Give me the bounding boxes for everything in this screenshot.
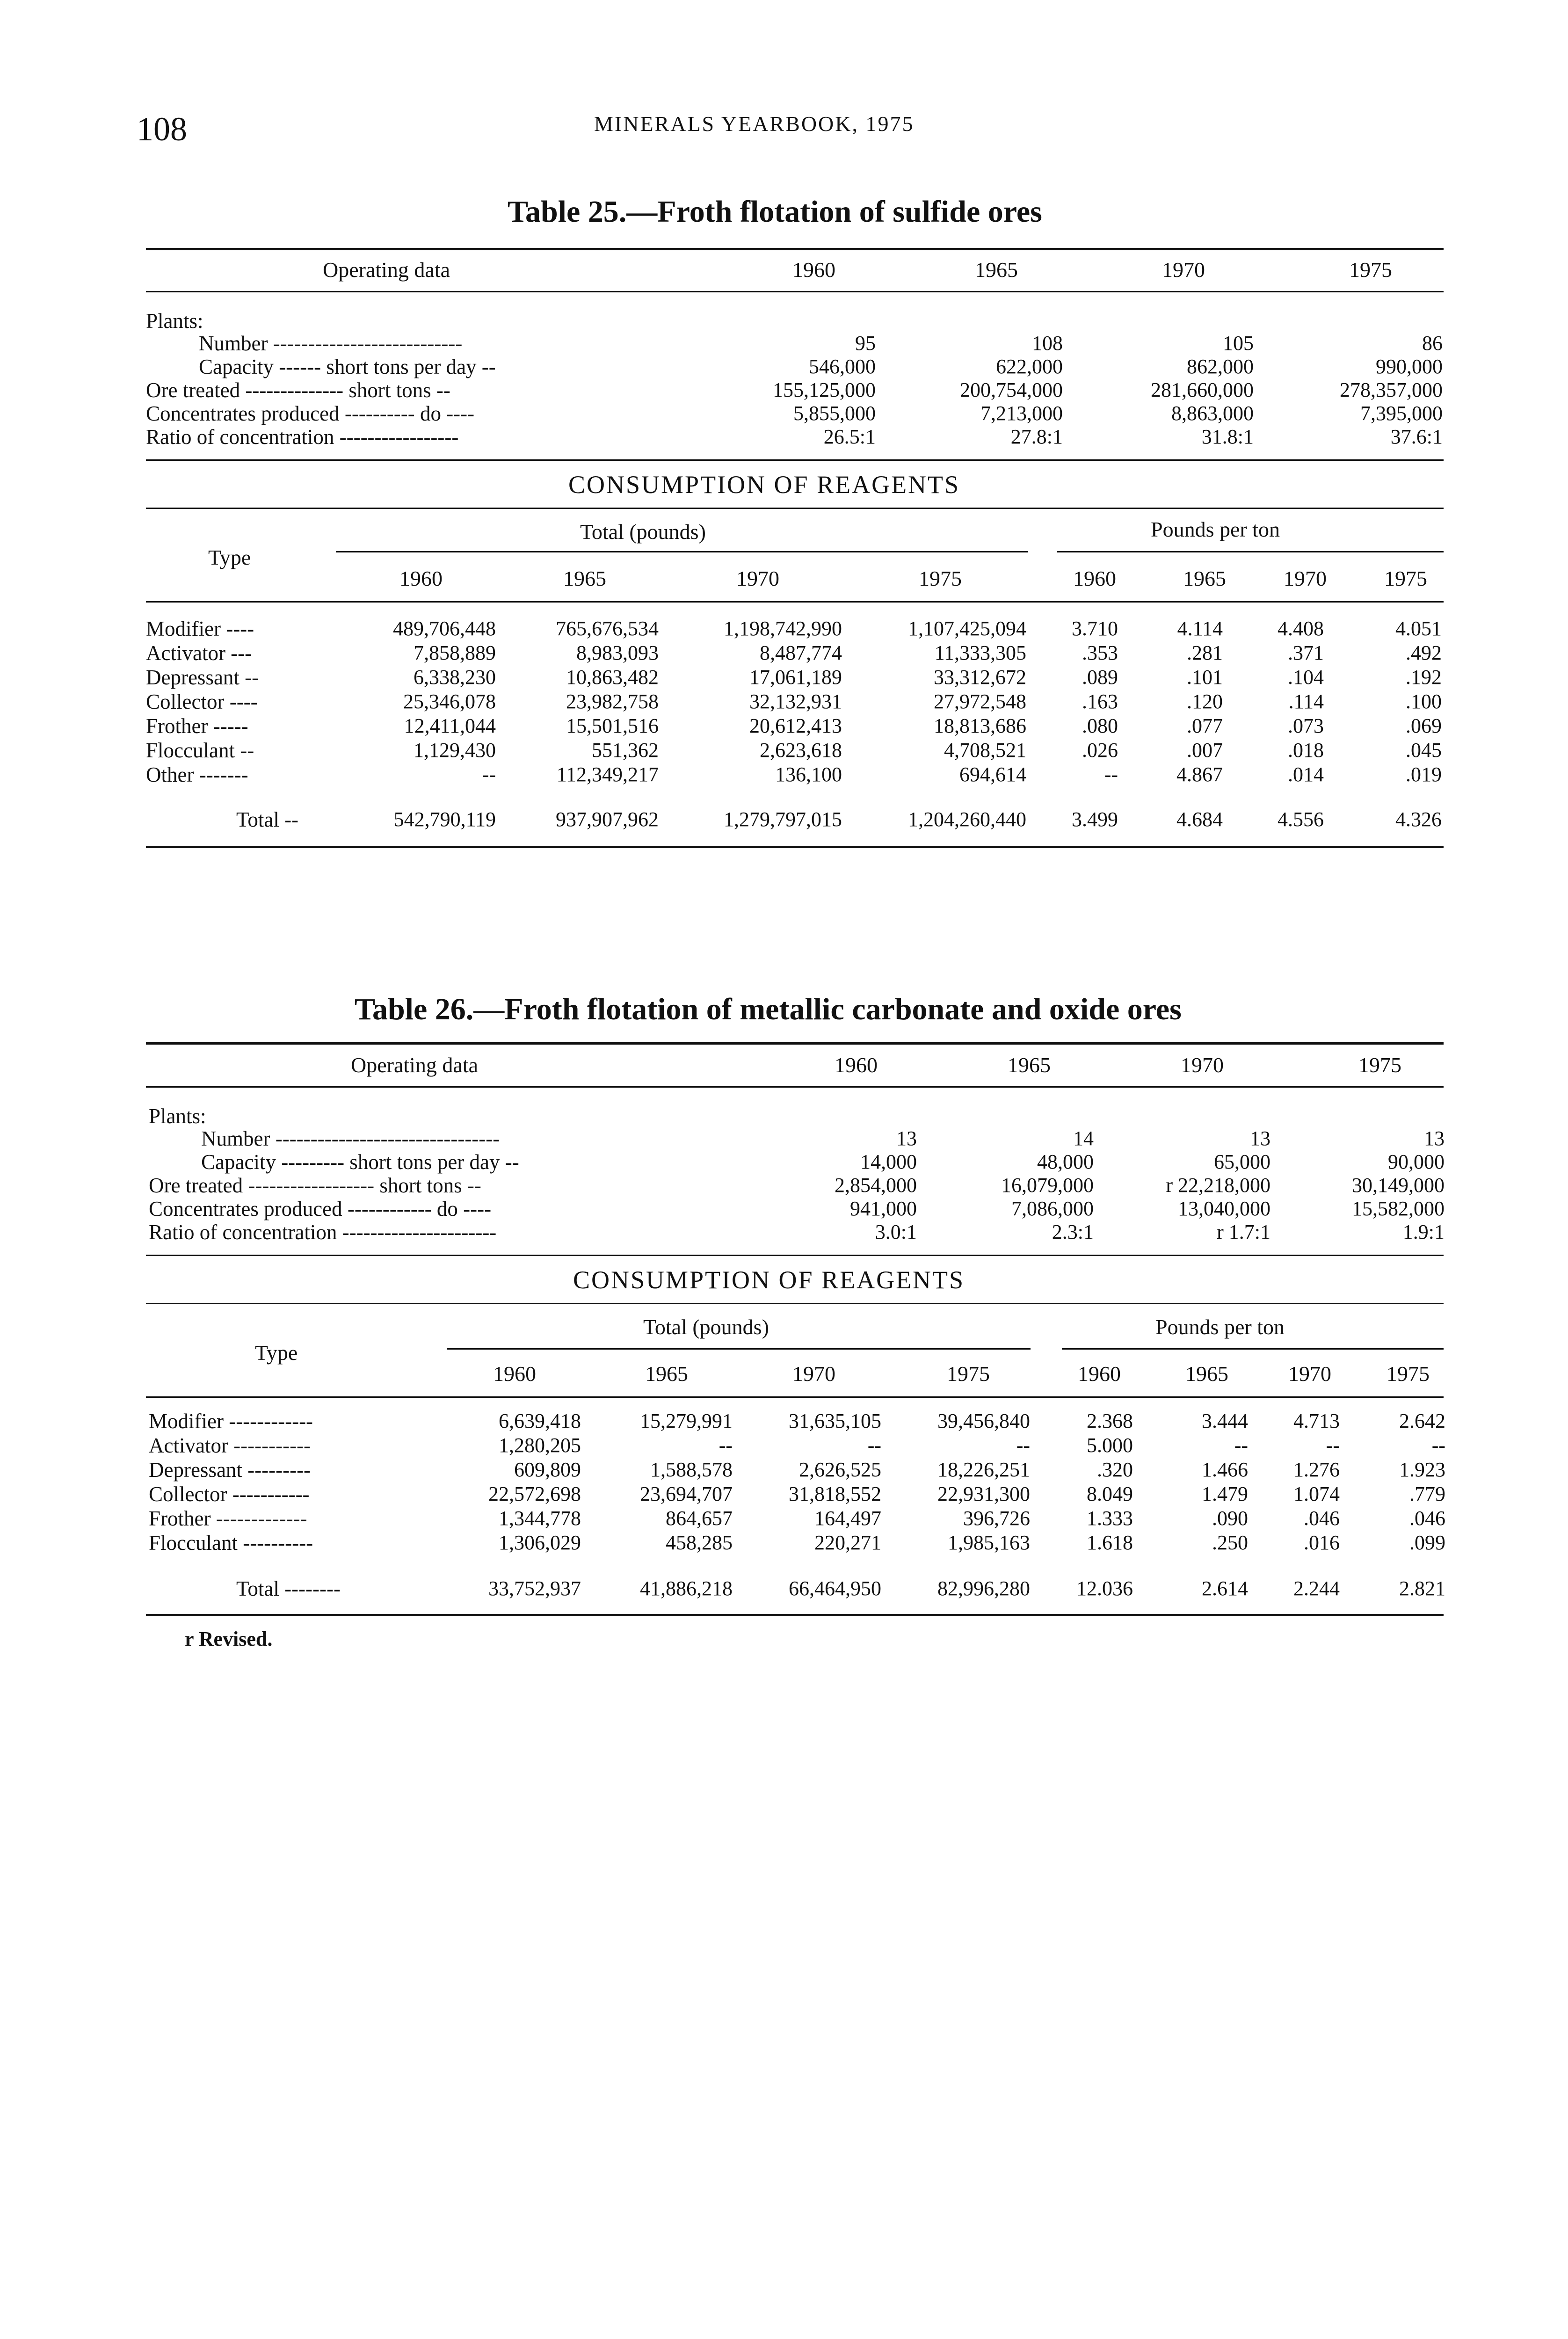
row-label: Concentrates produced ------------ do ---- <box>149 1197 492 1220</box>
cell: 7,395,000 <box>1360 402 1443 425</box>
row-label: Frother ----- <box>146 714 248 738</box>
cell: 281,660,000 <box>1151 378 1254 401</box>
cell: .069 <box>1406 714 1442 737</box>
table25-perton-year: 1975 <box>1384 567 1427 590</box>
cell: 31.8:1 <box>1201 425 1254 448</box>
table26-total-year: 1960 <box>493 1362 536 1386</box>
cell: 112,349,217 <box>556 763 659 786</box>
cell: 4.556 <box>1278 808 1324 831</box>
cell: 1,204,260,440 <box>908 808 1026 831</box>
table-row <box>0 1482 1568 1507</box>
cell: 622,000 <box>996 355 1063 378</box>
table26-year-1960: 1960 <box>835 1053 878 1077</box>
table26-header-rule <box>146 1086 1444 1088</box>
cell: 22,572,698 <box>488 1482 581 1505</box>
cell: 14 <box>1073 1127 1094 1150</box>
row-label: Ratio of concentration ----------------- <box>146 425 459 449</box>
table-row <box>0 1173 1568 1199</box>
cell: 27,972,548 <box>934 690 1026 713</box>
table25-operating-bottom-rule <box>146 459 1444 461</box>
cell: 8.049 <box>1087 1482 1133 1505</box>
row-label: Number -------------------------------- <box>201 1127 500 1150</box>
cell: 136,100 <box>775 763 842 786</box>
cell: 4.326 <box>1395 808 1442 831</box>
cell: 3.444 <box>1202 1409 1248 1432</box>
cell: 1.466 <box>1202 1458 1248 1481</box>
table26-consumption-title: CONSUMPTION OF REAGENTS <box>573 1266 965 1294</box>
row-label: Flocculant -- <box>146 739 254 762</box>
table-row <box>0 690 1568 715</box>
cell: 8,863,000 <box>1171 402 1254 425</box>
table-row <box>0 1458 1568 1483</box>
cell: 65,000 <box>1214 1150 1270 1173</box>
row-label: Modifier ---- <box>146 617 254 640</box>
table26-title: Table 26.—Froth flotation of metallic carbonate and oxide ores <box>355 992 1182 1026</box>
cell: 1,107,425,094 <box>908 617 1026 640</box>
cell: 15,279,991 <box>640 1409 733 1432</box>
cell: 937,907,962 <box>556 808 659 831</box>
table-total-row <box>0 1576 1568 1602</box>
table26-perton-year: 1960 <box>1078 1362 1121 1386</box>
cell: 551,362 <box>592 739 659 762</box>
cell: 990,000 <box>1376 355 1443 378</box>
table26-perton-header: Pounds per ton <box>1155 1315 1285 1339</box>
cell: 41,886,218 <box>640 1577 733 1600</box>
cell: 14,000 <box>860 1150 917 1173</box>
table25-year-1965: 1965 <box>975 258 1018 282</box>
cell: -- <box>719 1434 733 1457</box>
cell: 609,809 <box>514 1458 581 1481</box>
cell: .281 <box>1187 641 1223 664</box>
cell: 2.642 <box>1399 1409 1445 1432</box>
cell: 5,855,000 <box>793 402 876 425</box>
table26-year-1970: 1970 <box>1181 1053 1224 1077</box>
table25-total-header: Total (pounds) <box>580 520 706 544</box>
cell: 22,931,300 <box>937 1482 1030 1505</box>
cell: 108 <box>1032 332 1063 355</box>
row-label: Activator --- <box>146 641 252 665</box>
table25-reagent-header-rule <box>146 601 1444 603</box>
row-label: Frother ------------- <box>149 1507 307 1530</box>
cell: 1,280,205 <box>499 1434 581 1457</box>
table25-total-subrule <box>336 551 1028 552</box>
cell: 31,635,105 <box>789 1409 881 1432</box>
cell: 17,061,189 <box>749 666 842 689</box>
cell: 48,000 <box>1037 1150 1094 1173</box>
cell: 16,079,000 <box>1001 1174 1094 1197</box>
row-label: Depressant --------- <box>149 1458 311 1482</box>
cell: .104 <box>1288 666 1324 689</box>
cell: 4.867 <box>1176 763 1223 786</box>
cell: 1.923 <box>1399 1458 1445 1481</box>
cell: 66,464,950 <box>789 1577 881 1600</box>
cell: 3.710 <box>1072 617 1118 640</box>
cell: .016 <box>1304 1531 1340 1554</box>
cell: 941,000 <box>850 1197 917 1220</box>
table25-total-year: 1965 <box>563 567 606 590</box>
table26-perton-year: 1970 <box>1288 1362 1331 1386</box>
cell: .026 <box>1082 739 1118 762</box>
table26-total-subrule <box>447 1348 1031 1350</box>
table-row <box>0 641 1568 666</box>
cell: 1,588,578 <box>650 1458 733 1481</box>
cell: 7,086,000 <box>1011 1197 1094 1220</box>
cell: .371 <box>1288 641 1324 664</box>
table25-year-1970: 1970 <box>1162 258 1205 282</box>
row-label: Ore treated -------------- short tons -- <box>146 378 450 402</box>
table25-perton-year: 1960 <box>1073 567 1116 590</box>
table26-bottom-rule <box>146 1614 1444 1616</box>
table25-consumption-title: CONSUMPTION OF REAGENTS <box>568 471 960 499</box>
cell: 4,708,521 <box>944 739 1026 762</box>
cell: .353 <box>1082 641 1118 664</box>
row-label: Depressant -- <box>146 666 259 689</box>
cell: .080 <box>1082 714 1118 737</box>
row-label: Flocculant ---------- <box>149 1531 313 1554</box>
cell: .077 <box>1187 714 1223 737</box>
table26-reagent-header-rule <box>146 1396 1444 1398</box>
table-total-row <box>0 807 1568 833</box>
cell: .007 <box>1187 739 1223 762</box>
table-row <box>0 331 1568 356</box>
table25-total-year: 1970 <box>736 567 779 590</box>
table26-year-1965: 1965 <box>1008 1053 1051 1077</box>
cell: 1,985,163 <box>948 1531 1030 1554</box>
table25-type-header: Type <box>208 545 251 569</box>
cell: .045 <box>1406 739 1442 762</box>
table-row <box>0 1220 1568 1245</box>
cell: -- <box>1431 1434 1445 1457</box>
cell: .320 <box>1097 1458 1133 1481</box>
cell: 30,149,000 <box>1352 1174 1445 1197</box>
cell: 105 <box>1223 332 1254 355</box>
cell: -- <box>1234 1434 1248 1457</box>
cell: .046 <box>1304 1507 1340 1530</box>
table26-year-1975: 1975 <box>1358 1053 1401 1077</box>
cell: 23,694,707 <box>640 1482 733 1505</box>
cell: 2,854,000 <box>835 1174 917 1197</box>
cell: 1.479 <box>1202 1482 1248 1505</box>
cell: 3.0:1 <box>875 1220 917 1243</box>
cell: 4.051 <box>1395 617 1442 640</box>
cell: 13,040,000 <box>1178 1197 1270 1220</box>
table-row <box>0 1409 1568 1434</box>
table25-perton-year: 1970 <box>1284 567 1327 590</box>
cell: 26.5:1 <box>823 425 876 448</box>
table26-perton-year: 1975 <box>1387 1362 1430 1386</box>
row-label: Total -- <box>236 808 299 831</box>
cell: 546,000 <box>809 355 876 378</box>
table-row <box>0 401 1568 427</box>
cell: 3.499 <box>1072 808 1118 831</box>
footnote: r Revised. <box>185 1627 273 1650</box>
table26-top-rule <box>146 1042 1444 1045</box>
row-label: Modifier ------------ <box>149 1409 313 1433</box>
cell: 1,344,778 <box>499 1507 581 1530</box>
cell: .163 <box>1082 690 1118 713</box>
cell: .099 <box>1409 1531 1445 1554</box>
running-head: MINERALS YEARBOOK, 1975 <box>594 112 915 136</box>
table25-year-1975: 1975 <box>1349 258 1392 282</box>
cell: 694,614 <box>959 763 1026 786</box>
cell: 1,198,742,990 <box>724 617 842 640</box>
table26-consumption-rule <box>146 1303 1444 1304</box>
cell: .100 <box>1406 690 1442 713</box>
cell: 12.036 <box>1076 1577 1133 1600</box>
cell: 20,612,413 <box>749 714 842 737</box>
table26-perton-subrule <box>1062 1348 1444 1350</box>
table26-total-header: Total (pounds) <box>643 1315 769 1339</box>
cell: 12,411,044 <box>404 714 496 737</box>
table26-operating-header: Operating data <box>351 1053 479 1077</box>
row-label: Activator ----------- <box>149 1434 311 1457</box>
cell: 489,706,448 <box>393 617 496 640</box>
cell: .120 <box>1187 690 1223 713</box>
page-number: 108 <box>137 110 187 148</box>
cell: 33,312,672 <box>934 666 1026 689</box>
cell: 7,213,000 <box>980 402 1063 425</box>
cell: r 1.7:1 <box>1217 1220 1270 1243</box>
cell: r 22,218,000 <box>1166 1174 1270 1197</box>
cell: 13 <box>1250 1127 1270 1150</box>
cell: .090 <box>1212 1507 1248 1530</box>
cell: 11,333,305 <box>934 641 1026 664</box>
table25-plants-label: Plants: <box>146 309 203 333</box>
row-label: Other ------- <box>146 763 248 786</box>
table26-plants-label: Plants: <box>149 1104 206 1128</box>
table-row <box>0 378 1568 403</box>
cell: 1.333 <box>1087 1507 1133 1530</box>
cell: 37.6:1 <box>1390 425 1443 448</box>
cell: 1,279,797,015 <box>724 808 842 831</box>
cell: 4.114 <box>1177 617 1223 640</box>
table-row <box>0 763 1568 788</box>
cell: 8,487,774 <box>760 641 842 664</box>
cell: -- <box>1104 763 1118 786</box>
cell: 396,726 <box>963 1507 1030 1530</box>
table25-operating-header: Operating data <box>323 258 450 282</box>
table25-perton-header: Pounds per ton <box>1151 517 1280 541</box>
table-row <box>0 617 1568 642</box>
cell: 4.684 <box>1176 808 1223 831</box>
cell: 5.000 <box>1087 1434 1133 1457</box>
cell: 2.3:1 <box>1052 1220 1094 1243</box>
cell: 13 <box>896 1127 917 1150</box>
cell: 542,790,119 <box>393 808 496 831</box>
cell: 90,000 <box>1388 1150 1445 1173</box>
cell: 27.8:1 <box>1010 425 1063 448</box>
table26-type-header: Type <box>255 1341 298 1365</box>
cell: 15,501,516 <box>566 714 659 737</box>
table-row <box>0 1126 1568 1152</box>
cell: 1,306,029 <box>499 1531 581 1554</box>
table-row <box>0 1506 1568 1532</box>
table25-total-year: 1960 <box>399 567 443 590</box>
cell: 25,346,078 <box>403 690 496 713</box>
cell: .101 <box>1187 666 1223 689</box>
row-label: Ore treated ------------------ short tons -- <box>149 1174 481 1197</box>
row-label: Capacity --------- short tons per day -- <box>201 1150 519 1174</box>
cell: .089 <box>1082 666 1118 689</box>
cell: 10,863,482 <box>566 666 659 689</box>
cell: 6,639,418 <box>499 1409 581 1432</box>
cell: 15,582,000 <box>1352 1197 1445 1220</box>
row-label: Number --------------------------- <box>199 332 463 355</box>
row-label: Ratio of concentration ---------------------- <box>149 1220 497 1244</box>
cell: .014 <box>1288 763 1324 786</box>
cell: 862,000 <box>1187 355 1254 378</box>
table-row <box>0 1150 1568 1175</box>
row-label: Concentrates produced ---------- do ---- <box>146 402 475 425</box>
table-row <box>0 665 1568 690</box>
cell: -- <box>867 1434 881 1457</box>
cell: 765,676,534 <box>556 617 659 640</box>
cell: .018 <box>1288 739 1324 762</box>
table26-total-year: 1975 <box>947 1362 990 1386</box>
cell: 33,752,937 <box>488 1577 581 1600</box>
table-row <box>0 714 1568 739</box>
cell: 6,338,230 <box>414 666 496 689</box>
table25-bottom-rule <box>146 846 1444 848</box>
cell: .046 <box>1409 1507 1445 1530</box>
cell: 82,996,280 <box>937 1577 1030 1600</box>
cell: 95 <box>855 332 876 355</box>
cell: 4.408 <box>1278 617 1324 640</box>
cell: 18,813,686 <box>934 714 1026 737</box>
cell: -- <box>482 763 496 786</box>
cell: 1,129,430 <box>414 739 496 762</box>
table25-consumption-rule <box>146 508 1444 509</box>
table-row <box>0 1433 1568 1459</box>
cell: 155,125,000 <box>773 378 876 401</box>
table25-header-rule <box>146 291 1444 292</box>
cell: 13 <box>1424 1127 1445 1150</box>
table25-year-1960: 1960 <box>792 258 835 282</box>
table26-perton-year: 1965 <box>1185 1362 1228 1386</box>
cell: 1.074 <box>1293 1482 1340 1505</box>
cell: 1.276 <box>1293 1458 1340 1481</box>
table25-title: Table 25.—Froth flotation of sulfide ores <box>508 195 1042 229</box>
cell: 4.713 <box>1293 1409 1340 1432</box>
cell: 2.614 <box>1202 1577 1248 1600</box>
table-row <box>0 738 1568 763</box>
cell: 278,357,000 <box>1340 378 1443 401</box>
cell: -- <box>1016 1434 1030 1457</box>
cell: 31,818,552 <box>789 1482 881 1505</box>
cell: 2.821 <box>1399 1577 1445 1600</box>
cell: 2,623,618 <box>760 739 842 762</box>
row-label: Collector ---- <box>146 690 258 713</box>
cell: 39,456,840 <box>937 1409 1030 1432</box>
cell: .073 <box>1288 714 1324 737</box>
cell: 1.618 <box>1087 1531 1133 1554</box>
cell: 458,285 <box>666 1531 733 1554</box>
table25-perton-subrule <box>1057 551 1444 552</box>
table26-total-year: 1970 <box>792 1362 835 1386</box>
row-label: Capacity ------ short tons per day -- <box>199 355 496 378</box>
cell: 864,657 <box>666 1507 733 1530</box>
cell: 2,626,525 <box>799 1458 881 1481</box>
table-row <box>0 1197 1568 1222</box>
cell: 18,226,251 <box>937 1458 1030 1481</box>
cell: 2.368 <box>1087 1409 1133 1432</box>
row-label: Collector ----------- <box>149 1482 310 1506</box>
table25-total-year: 1975 <box>919 567 962 590</box>
cell: 8,983,093 <box>576 641 659 664</box>
table-row <box>0 1531 1568 1556</box>
cell: .492 <box>1406 641 1442 664</box>
cell: 32,132,931 <box>749 690 842 713</box>
row-label: Total -------- <box>236 1577 341 1600</box>
table-row <box>0 355 1568 380</box>
cell: .250 <box>1212 1531 1248 1554</box>
table25-perton-year: 1965 <box>1183 567 1226 590</box>
cell: 164,497 <box>814 1507 881 1530</box>
cell: .114 <box>1288 690 1324 713</box>
table25-top-rule <box>146 248 1444 250</box>
table26-operating-bottom-rule <box>146 1255 1444 1256</box>
table26-total-year: 1965 <box>645 1362 688 1386</box>
cell: 7,858,889 <box>414 641 496 664</box>
cell: -- <box>1326 1434 1340 1457</box>
cell: 220,271 <box>814 1531 881 1554</box>
cell: 23,982,758 <box>566 690 659 713</box>
cell: .779 <box>1409 1482 1445 1505</box>
cell: 1.9:1 <box>1402 1220 1445 1243</box>
cell: 86 <box>1422 332 1443 355</box>
table-row <box>0 425 1568 450</box>
cell: .192 <box>1406 666 1442 689</box>
cell: 2.244 <box>1293 1577 1340 1600</box>
cell: 200,754,000 <box>960 378 1063 401</box>
cell: .019 <box>1406 763 1442 786</box>
